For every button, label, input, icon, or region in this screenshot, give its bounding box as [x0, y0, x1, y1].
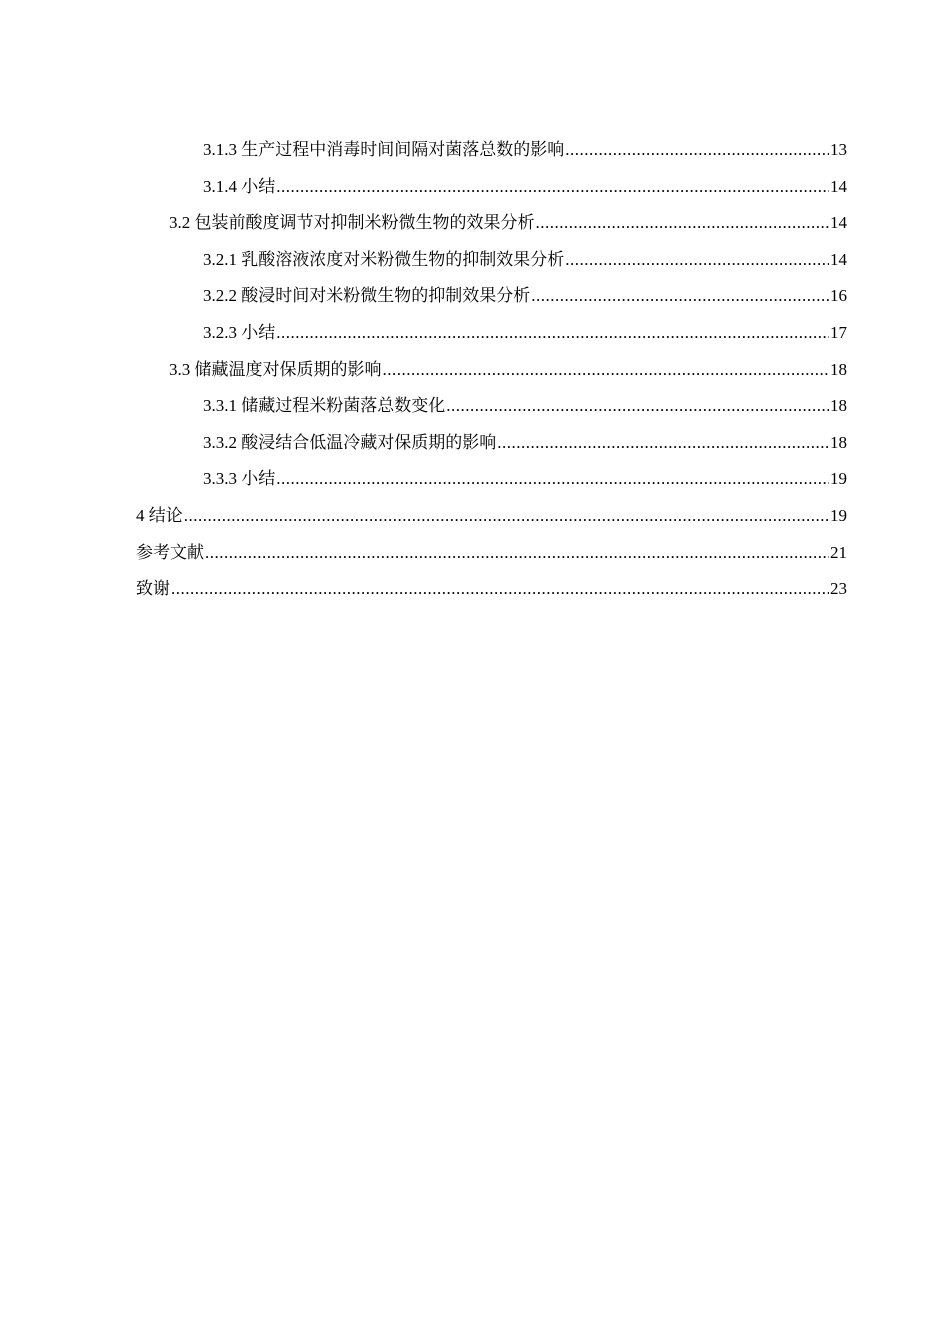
toc-dot-leader [171, 571, 829, 608]
toc-page-number: 21 [830, 542, 847, 562]
toc-dot-leader [383, 352, 830, 389]
toc-entry[interactable] [136, 461, 847, 498]
toc-entry[interactable] [136, 169, 847, 206]
toc-page-number: 14 [830, 249, 847, 269]
toc-entry[interactable] [136, 535, 847, 572]
toc-entry-title: 3.3.2 酸浸结合低温冷藏对保质期的影响 [203, 432, 497, 452]
toc-dot-leader [276, 461, 829, 498]
toc-page-number: 14 [830, 176, 847, 196]
toc-page-number: 14 [830, 213, 847, 233]
toc-entry[interactable] [136, 278, 847, 315]
toc-page-number: 18 [830, 432, 847, 452]
toc-page-number: 23 [830, 579, 847, 599]
toc-page-number: 19 [830, 469, 847, 489]
toc-page-number: 17 [830, 322, 847, 342]
toc-entry-title: 3.3.1 储藏过程米粉菌落总数变化 [203, 396, 446, 416]
toc-dot-leader [446, 388, 829, 425]
toc-dot-leader [276, 315, 829, 352]
toc-dot-leader [565, 132, 829, 169]
toc-entry-title: 3.2.2 酸浸时间对米粉微生物的抑制效果分析 [203, 286, 531, 306]
toc-entry[interactable] [136, 425, 847, 462]
toc-dot-leader [276, 169, 829, 206]
toc-dot-leader [531, 278, 829, 315]
toc-dot-leader [565, 242, 829, 279]
toc-dot-leader [205, 535, 829, 572]
toc-page-number: 18 [830, 359, 847, 379]
toc-entry-title: 3.1.4 小结 [203, 176, 276, 196]
toc-page-number: 16 [830, 286, 847, 306]
table-of-contents [136, 132, 847, 608]
toc-dot-leader [184, 498, 829, 535]
toc-entry-title: 3.2.1 乳酸溶液浓度对米粉微生物的抑制效果分析 [203, 249, 565, 269]
toc-page-number: 13 [830, 140, 847, 159]
toc-entry-title: 3.3 储藏温度对保质期的影响 [169, 359, 382, 379]
toc-entry[interactable] [136, 132, 847, 169]
toc-dot-leader [536, 205, 830, 242]
toc-entry[interactable] [136, 242, 847, 279]
toc-page-number: 19 [830, 505, 847, 525]
toc-entry-title: 3.1.3 生产过程中消毒时间间隔对菌落总数的影响 [203, 140, 565, 159]
toc-entry-title: 3.2 包装前酸度调节对抑制米粉微生物的效果分析 [169, 213, 535, 233]
toc-entry-title: 3.2.3 小结 [203, 322, 276, 342]
toc-entry-title: 3.3.3 小结 [203, 469, 276, 489]
toc-entry-title: 4 结论 [136, 505, 183, 525]
toc-page-number: 18 [830, 396, 847, 416]
toc-entry[interactable] [136, 571, 847, 608]
toc-entry[interactable] [136, 498, 847, 535]
toc-entry[interactable] [136, 315, 847, 352]
toc-entry[interactable] [136, 388, 847, 425]
toc-entry[interactable] [136, 205, 847, 242]
toc-entry[interactable] [136, 352, 847, 389]
toc-dot-leader [497, 425, 829, 462]
toc-entry-title: 致谢 [136, 579, 170, 599]
toc-entry-title: 参考文献 [136, 542, 204, 562]
